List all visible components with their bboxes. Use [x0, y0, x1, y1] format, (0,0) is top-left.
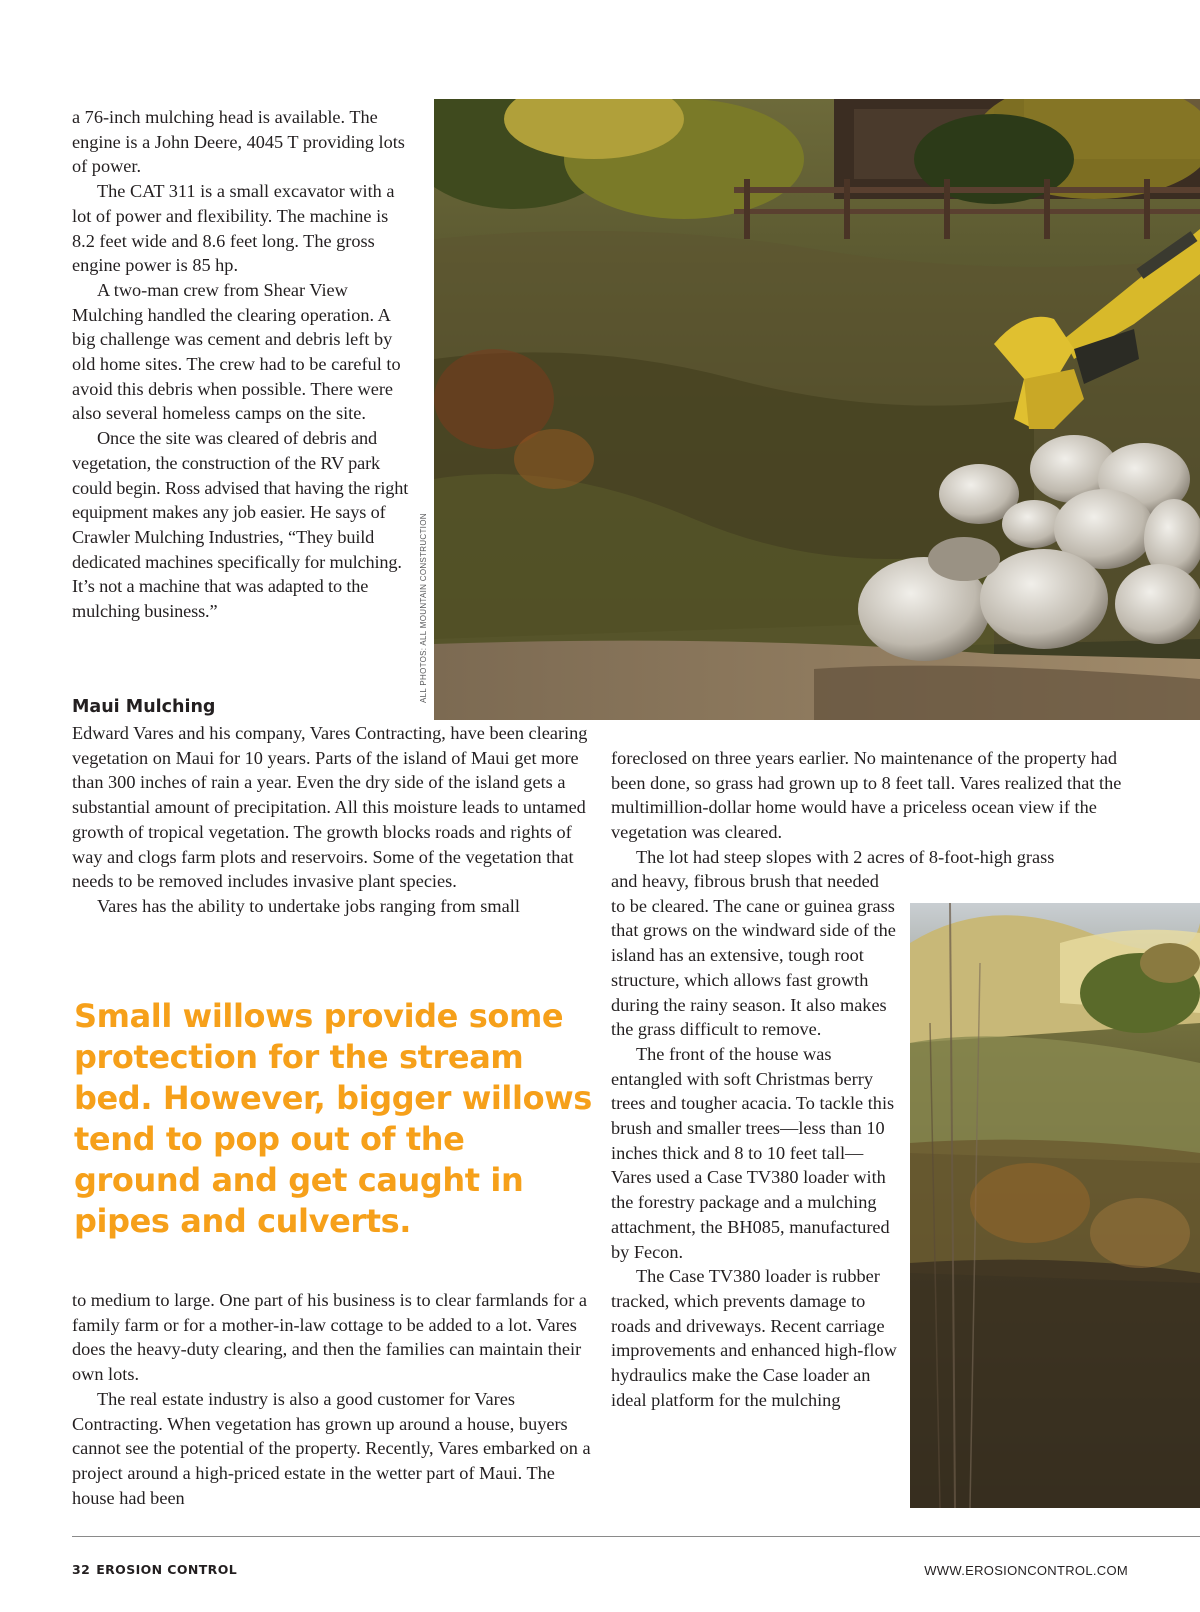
paragraph: The Case TV380 loader is rubber tracked, which prevents damage to roads and driveways. Recent carriage improvements and enhanced high-flow hydraulics make the Case loader an ideal platform for the mulching	[611, 1266, 897, 1410]
footer-rule	[72, 1536, 1200, 1537]
body-column-top	[72, 105, 410, 624]
website-url: WWW.EROSIONCONTROL.COM	[924, 1563, 1128, 1578]
body-column-right-narrow	[611, 869, 897, 1412]
paragraph: The real estate industry is also a good customer for Vares Contracting. When vegetation has grown up around a house, buyers cannot see the potential of the property. Recently, Vares embarked on a project around a high-priced estate in the wetter part of Maui. The house had been	[72, 1388, 591, 1508]
paragraph: to medium to large. One part of his business is to clear farmlands for a family farm or for a mother-in-law cottage to be added to a lot. Vares does the heavy-duty clearing, and then the families can maintain their own lots.	[72, 1290, 587, 1385]
paragraph: Vares has the ability to undertake jobs ranging from small	[97, 895, 520, 916]
magazine-name: EROSION CONTROL	[96, 1562, 238, 1577]
paragraph: Once the site was cleared of debris and vegetation, the construction of the RV park could begin. Ross advised that having the right equipment makes any job easier. He says of Crawler Mulching Industries, “They build dedicated machines specifically for mulching. It’s not a machine that was adapted to the mulching business.”	[72, 428, 409, 622]
paragraph: The lot had steep slopes with 2 acres of 8-foot-high grass	[636, 846, 1055, 867]
pull-quote: Small willows provide some protection for the stream bed. However, bigger willows tend to pop out of the ground and get caught in pipes and culverts.	[74, 997, 592, 1240]
paragraph: The CAT 311 is a small excavator with a lot of power and flexibility. The machine is 8.2 feet wide and 8.6 feet long. The gross engine power is 85 hp.	[72, 181, 395, 276]
photo-credit: ALL PHOTOS: ALL MOUNTAIN CONSTRUCTION	[419, 513, 428, 703]
paragraph: A two-man crew from Shear View Mulching handled the clearing operation. A big challenge was cement and debris left by old home sites. The crew had to be careful to avoid this debris when possible. There were also several homeless camps on the site.	[72, 279, 401, 424]
overgrown-hillside-photo	[910, 903, 1200, 1508]
section-subhead: Maui Mulching	[72, 697, 216, 717]
excavator-stream-photo	[434, 99, 1200, 720]
page-number: 32	[72, 1562, 91, 1577]
body-column-right-top	[611, 746, 1131, 870]
body-column-left-middle	[72, 721, 592, 919]
paragraph: Edward Vares and his company, Vares Contracting, have been clearing vegetation on Maui for 10 years. Parts of the island of Maui get more than 300 inches of rain a year. Even the dry side of the island gets a substantial amount of precipitation. All this moisture leads to untamed growth of tropical vegetation. The growth blocks roads and rights of way and clogs farm plots and reservoirs. Some of the vegetation that needs to be removed includes invasive plant species.	[72, 723, 588, 892]
body-column-left-bottom	[72, 1288, 592, 1510]
folio	[72, 1562, 237, 1577]
paragraph: and heavy, fibrous brush that needed to be cleared. The cane or guinea grass that grows on the windward side of the island has an extensive, tough root structure, which allows fast growth during the rainy season. It also makes the grass difficult to remove.	[611, 871, 896, 1040]
paragraph: The front of the house was entangled with soft Christmas berry trees and tougher acacia. To tackle this brush and smaller trees—less than 10 inches thick and 8 to 10 feet tall—Vares used a Case TV380 loader with the forestry package and a mulching attachment, the BH085, manufactured by Fecon.	[611, 1043, 895, 1262]
paragraph: foreclosed on three years earlier. No maintenance of the property had been done, so grass had grown up to 8 feet tall. Vares realized that the multimillion-dollar home would have a priceless ocean view if the vegetation was cleared.	[611, 748, 1122, 843]
paragraph: a 76-inch mulching head is available. The engine is a John Deere, 4045 T providing lots of power.	[72, 107, 405, 177]
